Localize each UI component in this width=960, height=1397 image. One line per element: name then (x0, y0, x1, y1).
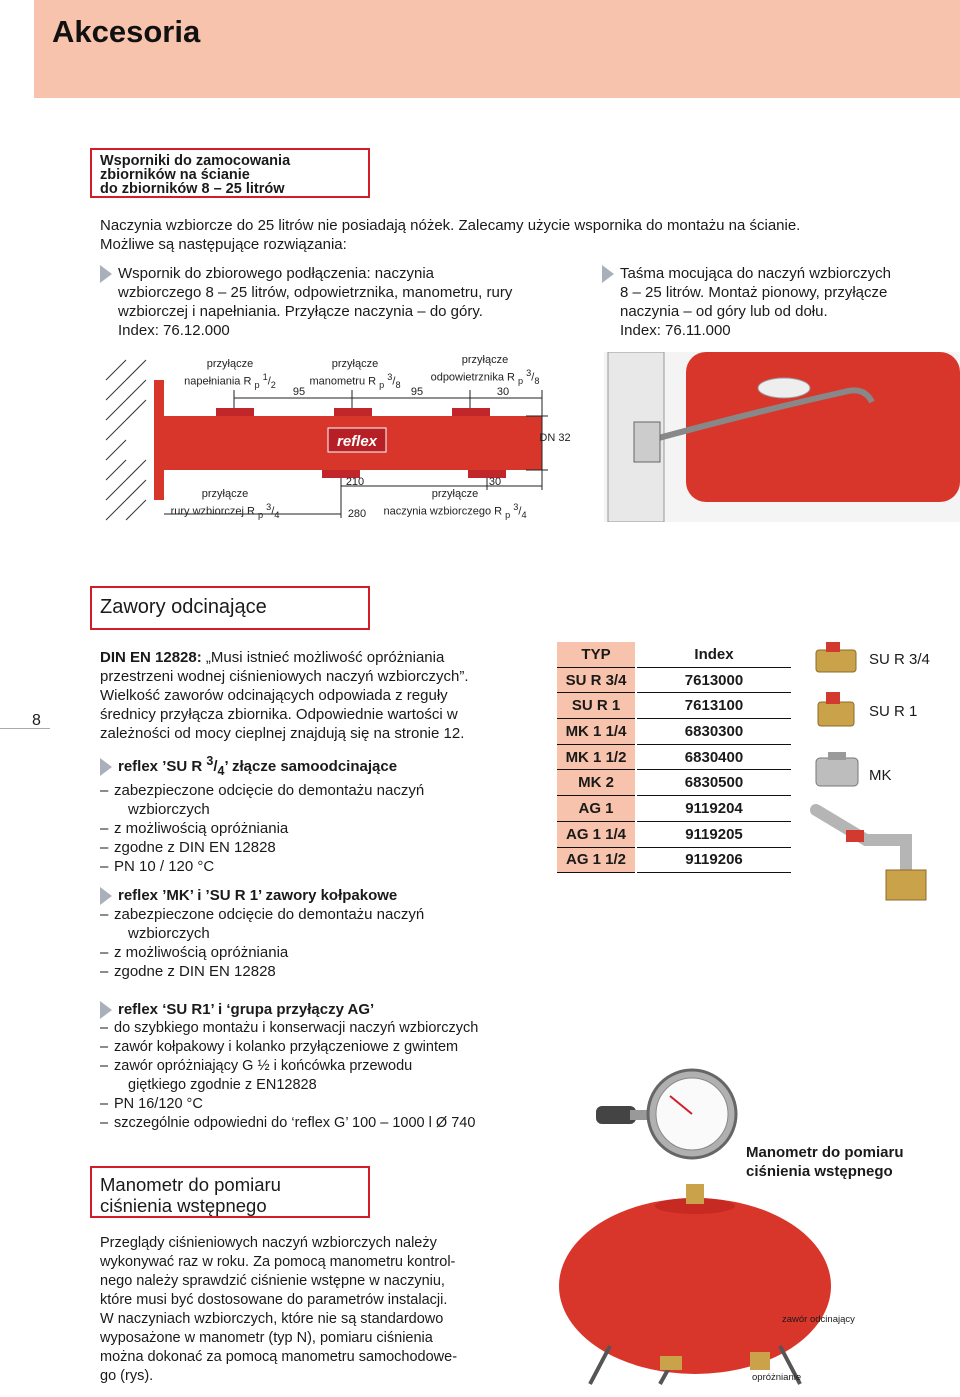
label-sub: 8 (534, 375, 540, 386)
page-title: Akcesoria (52, 14, 201, 49)
expansion-vessel-photo (550, 1176, 840, 1391)
pressure-gauge-photo (596, 1056, 746, 1176)
table-row (557, 719, 791, 745)
su-r-1-valve-icon (818, 692, 854, 726)
bullet-arrow-icon (602, 265, 614, 283)
label-manometer-port: przyłącze manometru R $_p$ $^3/_8$ (305, 358, 405, 392)
brackets-intro (100, 216, 920, 254)
bullet-su-r-34: reflex ’SU R $^3/_4$’ złącze samoodcinające – zabezpieczone odcięcie do demontażu naczyń wzbiorczych – z możliwością opróżniania – zgodne z DIN EN 12828 – PN 10 / 120 °C (100, 752, 520, 876)
wall-plate (154, 380, 164, 500)
b1-sub: 4 (217, 764, 225, 778)
gauge-body-line: można dokonać za pomocą manometru samochodowe- (100, 1349, 458, 1365)
dim-30-top: 30 (496, 386, 510, 398)
intro-line: „Musi istnieć możliwość opróżniania (201, 649, 445, 666)
table-row (557, 667, 791, 693)
table-row (557, 693, 791, 719)
b2-item: zabezpieczone odcięcie do demontażu naczyń (114, 906, 425, 924)
vessel-body (686, 352, 960, 502)
label-sup: 3 (526, 368, 532, 378)
b1-item: zabezpieczone odcięcie do demontażu naczyń (114, 782, 425, 799)
gauge-title-line: Manometr do pomiaru (100, 1174, 281, 1195)
cell-typ: SU R 3/4 (557, 667, 636, 693)
label-sub: p (258, 509, 264, 520)
table-row (557, 847, 791, 873)
cell-index: 9119205 (636, 821, 791, 847)
b2-item: zgodne z DIN EN 12828 (114, 963, 276, 981)
b1-item: PN 10 / 120 °C (114, 858, 215, 875)
ag-group-photo (806, 800, 952, 910)
cell-index: 6830400 (636, 744, 791, 770)
brackets-title-line: zbiorników na ścianie (100, 167, 250, 183)
dim-dn32: DN 32 (539, 432, 571, 444)
brackets-title-line: Wsporniki do zamocowania (100, 153, 291, 169)
label-sup: 3 (266, 502, 272, 512)
table-row (557, 744, 791, 770)
brackets-title-box (90, 148, 370, 198)
option2-index: Index: 76.11.000 (620, 322, 731, 340)
label-sub: p (254, 379, 260, 390)
brackets-title-line: do zbiorników 8 – 25 litrów (100, 181, 285, 197)
gauge-body-line: wykonywać raz w roku. Za pomocą manometru kontrol- (100, 1254, 456, 1270)
cell-typ: SU R 1 (557, 693, 636, 719)
photo-label-su-r-34: SU R 3/4 (869, 651, 930, 668)
dim-95-b: 95 (410, 386, 424, 398)
cell-typ: AG 1 1/2 (557, 847, 636, 873)
option-strap (602, 264, 942, 340)
intro-line: przestrzeni wodnej ciśnieniowych naczyń wzbiorczych”. (100, 668, 469, 685)
dim-30-bottom: 30 (488, 476, 502, 488)
label-line: rury wzbiorczej R (170, 505, 255, 518)
b1-title-end: ’ złącze samoodcinające (224, 758, 398, 775)
valves-intro (100, 648, 510, 743)
label-valve: zawór odcinający (782, 1314, 855, 1325)
port-manometer (334, 408, 372, 416)
bullet-mk-su-r1: reflex ’MK’ i ’SU R 1’ zawory kołpakowe – zabezpieczone odcięcie do demontażu naczyń wzbiorczych – z możliwością opróżniania – zgodne z DIN EN 12828 (100, 886, 520, 981)
gauge-body-text (100, 1234, 510, 1386)
dim-210: 210 (345, 476, 365, 488)
label-sub: p (379, 379, 385, 390)
b1-title: reflex ’SU R (118, 758, 207, 775)
cell-index: 9119206 (636, 847, 791, 873)
gauge-body-line: Przeglądy ciśnieniowych naczyń wzbiorczych należy (100, 1235, 437, 1251)
cell-index: 7613000 (636, 667, 791, 693)
vessel-body (559, 1198, 831, 1374)
label-line: przyłącze (461, 354, 509, 366)
intro-bold: DIN EN 12828: (100, 649, 202, 666)
b3-item: szczególnie odpowiedni do ‘reflex G’ 100 – 1000 l Ø 740 (114, 1115, 476, 1132)
intro-line: Wielkość zaworów odcinających odpowiada z reguły (100, 687, 448, 704)
bullet-ag-group: reflex ‘SU R1’ i ‘grupa przyłączy AG’ – do szybkiego montażu i konserwacji naczyń wzbiorczych – zawór kołpakowy i kolanko przyłączeniowe z gwintem – zawór opróżniający G ½ i końcówka przewodu giętkiego zgodnie z EN12828 – PN 16/120 °C – szczególnie odpowiedni do ‘reflex G’ 100 – 1000 l Ø 740 (100, 1000, 540, 1133)
valves-title-box (90, 586, 370, 630)
label-sub: 8 (395, 379, 401, 390)
b3-item: zawór kołpakowy i kolanko przyłączeniowe z gwintem (114, 1039, 459, 1056)
intro-line: średnicy przyłącza zbiornika. Odpowiednie wartości w (100, 706, 458, 723)
label-line: naczynia wzbiorczego R (383, 505, 503, 518)
page-number: 8 (32, 712, 41, 729)
b1-sup: 3 (206, 754, 214, 768)
bullet-arrow-icon (100, 887, 112, 905)
option2-line: naczynia – od góry lub od dołu. (620, 303, 828, 321)
label-sub: 4 (274, 509, 280, 520)
label-line: przyłącze (206, 358, 254, 370)
label-sup: 3 (387, 372, 393, 382)
b2-title: reflex ’MK’ i ’SU R 1’ zawory kołpakowe (118, 887, 398, 904)
col-header-typ: TYP (557, 642, 636, 667)
b3-item: do szybkiego montażu i konserwacji naczyń wzbiorczych (114, 1020, 479, 1037)
valve-index-table (557, 642, 791, 873)
strap-buckle (758, 378, 810, 398)
cell-index: 9119204 (636, 796, 791, 822)
label-sub: p (505, 509, 511, 520)
gauge-body-line: go (rys). (100, 1368, 154, 1384)
label-sub: p (518, 375, 524, 386)
port-fill (216, 408, 254, 416)
wall-hatch (106, 360, 146, 520)
cell-typ: MK 1 1/2 (557, 744, 636, 770)
reflex-logo-text: reflex (336, 433, 378, 450)
cell-index: 7613100 (636, 693, 791, 719)
table-row (557, 821, 791, 847)
valve-photos (806, 640, 866, 800)
bottom-valve (660, 1356, 682, 1370)
gauge-body-line: które musi być dostosowane do parametrów instalacji. (100, 1292, 448, 1308)
label-line: napełniania R (184, 375, 252, 388)
b3-title: reflex ‘SU R1’ i ‘grupa przyłączy AG’ (118, 1001, 375, 1018)
b3-item: zawór opróżniający G ½ i końcówka przewodu (114, 1058, 413, 1075)
b3-item: PN 16/120 °C (114, 1096, 203, 1113)
photo-label-su-r-1: SU R 1 (869, 703, 918, 720)
bullet-arrow-icon (100, 1001, 112, 1019)
option2-line: 8 – 25 litrów. Montaż pionowy, przyłącze (620, 284, 888, 302)
photo-label-mk: MK (869, 767, 892, 784)
b2-item: wzbiorczych (128, 925, 210, 943)
b1-item: z możliwością opróżniania (114, 820, 289, 837)
option1-index: Index: 76.12.000 (118, 322, 230, 340)
dim-95-a: 95 (292, 386, 306, 398)
table-row (557, 796, 791, 822)
dim-280: 280 (347, 508, 367, 520)
gauge-title-line: ciśnienia wstępnego (100, 1195, 267, 1216)
strap-bracket (634, 422, 660, 462)
option2-line: Taśma mocująca do naczyń wzbiorczych (620, 265, 891, 282)
label-sup: 3 (513, 502, 519, 512)
cell-typ: AG 1 (557, 796, 636, 822)
brackets-intro-line: Naczynia wzbiorcze do 25 litrów nie posiadają nóżek. Zalecamy użycie wspornika do montażu na ścianie. (100, 217, 801, 234)
option-wall-bracket (100, 264, 580, 340)
gauge-body-line: W naczyniach wzbiorczych, które nie są standardowo (100, 1311, 444, 1327)
label-sub: 4 (521, 509, 527, 520)
gauge-body-line: nego należy sprawdzić ciśnienie wstępne w naczyniu, (100, 1273, 445, 1289)
bullet-arrow-icon (100, 265, 112, 283)
option1-line: wzbiorczego 8 – 25 litrów, odpowietrznika, manometru, rury (118, 284, 513, 302)
option1-line: wzbiorczej i napełniania. Przyłącze naczynia – do góry. (118, 303, 483, 321)
label-line: manometru R (309, 375, 377, 388)
label-line: przyłącze (331, 358, 379, 370)
b1-slash: / (213, 758, 218, 775)
table-row (557, 770, 791, 796)
table-header-row (557, 642, 791, 667)
top-valve (686, 1184, 704, 1204)
label-drain: opróżnianie (752, 1372, 802, 1383)
cell-index: 6830300 (636, 719, 791, 745)
cell-typ: MK 2 (557, 770, 636, 796)
caption-line: ciśnienia wstępnego (746, 1163, 893, 1180)
intro-line: zależności od mocy cieplnej znajdują się na stronie 12. (100, 725, 465, 742)
cell-index: 6830500 (636, 770, 791, 796)
b1-item: wzbiorczych (128, 801, 210, 818)
b1-item: zgodne z DIN EN 12828 (114, 839, 276, 856)
page-number-rule (0, 728, 50, 729)
label-line: przyłącze (201, 488, 249, 500)
cell-typ: AG 1 1/4 (557, 821, 636, 847)
brackets-intro-line: Możliwe są następujące rozwiązania: (100, 236, 347, 253)
label-sup: 1 (262, 372, 268, 382)
drain-valve (750, 1352, 770, 1370)
b2-item: z możliwością opróżniania (114, 944, 289, 962)
b3-item: giętkiego zgodnie z EN12828 (128, 1077, 317, 1094)
caption-line: Manometr do pomiaru (746, 1144, 904, 1161)
gauge-body-line: wyposażone w manometr (typ N), pomiaru ciśnienia (100, 1330, 433, 1346)
label-line: przyłącze (431, 488, 479, 500)
label-fill-port: przyłącze napełniania R $_p$ $^1/_2$ (180, 358, 280, 392)
cell-typ: MK 1 1/4 (557, 719, 636, 745)
bullet-arrow-icon (100, 758, 112, 776)
strap-photo (604, 352, 960, 522)
gauge-title-box (90, 1166, 370, 1218)
valves-title: Zawory odcinające (100, 596, 267, 618)
label-vent-port: przyłącze odpowietrznika R $_p$ $^3/_8$ (420, 354, 550, 388)
label-sub: 2 (270, 379, 276, 390)
mk-valve-icon (816, 752, 858, 786)
label-pipe-port: przyłącze rury wzbiorczej R $_p$ $^3/_4$ (165, 488, 285, 522)
port-vent (452, 408, 490, 416)
option1-line: Wspornik do zbiorowego podłączenia: naczynia (118, 265, 435, 282)
label-vessel-port: przyłącze naczynia wzbiorczego R $_p$ $^3/_4$ (380, 488, 530, 522)
label-line: odpowietrznika R (430, 371, 515, 384)
col-header-index: Index (636, 642, 791, 667)
su-r-34-valve-icon (816, 642, 856, 672)
